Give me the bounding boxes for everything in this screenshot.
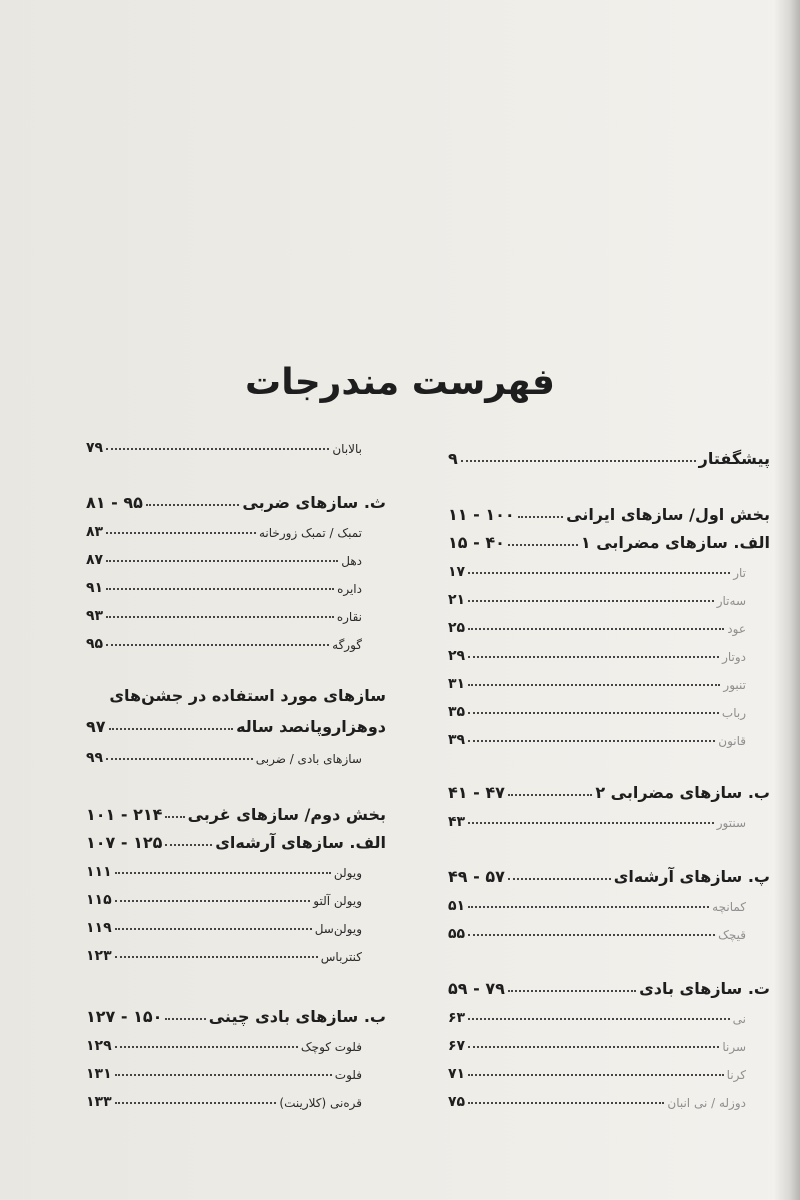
toc-entry: بخش دوم/ سازهای غربی ۲۱۴ - ۱۰۱ <box>86 805 386 824</box>
toc-entry: نقاره ۹۳ <box>86 608 362 624</box>
toc-entry: ت. سازهای بادی ۷۹ - ۵۹ <box>448 979 770 998</box>
toc-entry: ویولن ۱۱۱ <box>86 864 362 880</box>
toc-entry: ب. سازهای مضرابی ۲ ۴۷ - ۴۱ <box>448 783 770 802</box>
page-title: فهرست مندرجات <box>245 362 555 403</box>
toc-entry: دوتار ۲۹ <box>448 648 746 664</box>
toc-entry: تمبک / تمبک زورخانه ۸۳ <box>86 524 362 540</box>
toc-entry: دوزله / نی انبان ۷۵ <box>448 1094 746 1110</box>
toc-entry: تنبور ۳۱ <box>448 676 746 692</box>
toc-entry: ث. سازهای ضربی ۹۵ - ۸۱ <box>86 493 386 512</box>
toc-entry: دایره ۹۱ <box>86 580 362 596</box>
toc-entry: ویولن‌سل ۱۱۹ <box>86 920 362 936</box>
toc-entry: پ. سازهای آرشه‌ای ۵۷ - ۴۹ <box>448 867 770 886</box>
toc-entry: الف. سازهای آرشه‌ای ۱۲۵ - ۱۰۷ <box>86 833 386 852</box>
toc-entry: الف. سازهای مضرابی ۱ ۴۰ - ۱۵ <box>448 533 770 552</box>
toc-entry: فلوت کوچک ۱۲۹ <box>86 1038 362 1054</box>
toc-entry: عود ۲۵ <box>448 620 746 636</box>
toc-entry: تار ۱۷ <box>448 564 746 580</box>
toc-entry: رباب ۳۵ <box>448 704 746 720</box>
toc-entry: کمانچه ۵۱ <box>448 898 746 914</box>
toc-entry: سه‌تار ۲۱ <box>448 592 746 608</box>
toc-entry: دوهزاروپانصد ساله ۹۷ <box>86 717 386 736</box>
toc-entry-heading-line: سازهای مورد استفاده در جشن‌های <box>109 686 386 705</box>
toc-entry: فلوت ۱۳۱ <box>86 1066 362 1082</box>
toc-entry: سرنا ۶۷ <box>448 1038 746 1054</box>
toc-entry: دهل ۸۷ <box>86 552 362 568</box>
toc-entry: قرەنی (کلارینت) ۱۳۳ <box>86 1094 362 1110</box>
toc-entry: ب. سازهای بادی چینی ۱۵۰ - ۱۲۷ <box>86 1007 386 1026</box>
toc-entry: سنتور ۴۳ <box>448 814 746 830</box>
toc-entry: بخش اول/ سازهای ایرانی ۱۰۰ - ۱۱ <box>448 505 770 524</box>
toc-entry: بالابان ۷۹ <box>86 440 362 456</box>
toc-entry: کنترباس ۱۲۳ <box>86 948 362 964</box>
page-spine-shadow <box>774 0 800 1200</box>
toc-entry: نی ۶۳ <box>448 1010 746 1026</box>
toc-entry: سازهای بادی / ضربی ۹۹ <box>86 750 362 766</box>
toc-entry: پیشگفتار ۹ <box>448 449 770 468</box>
toc-entry: گورگه ۹۵ <box>86 636 362 652</box>
toc-entry: قیچک ۵۵ <box>448 926 746 942</box>
toc-entry: ویولن آلتو ۱۱۵ <box>86 892 362 908</box>
toc-entry: کرنا ۷۱ <box>448 1066 746 1082</box>
toc-entry: قانون ۳۹ <box>448 732 746 748</box>
